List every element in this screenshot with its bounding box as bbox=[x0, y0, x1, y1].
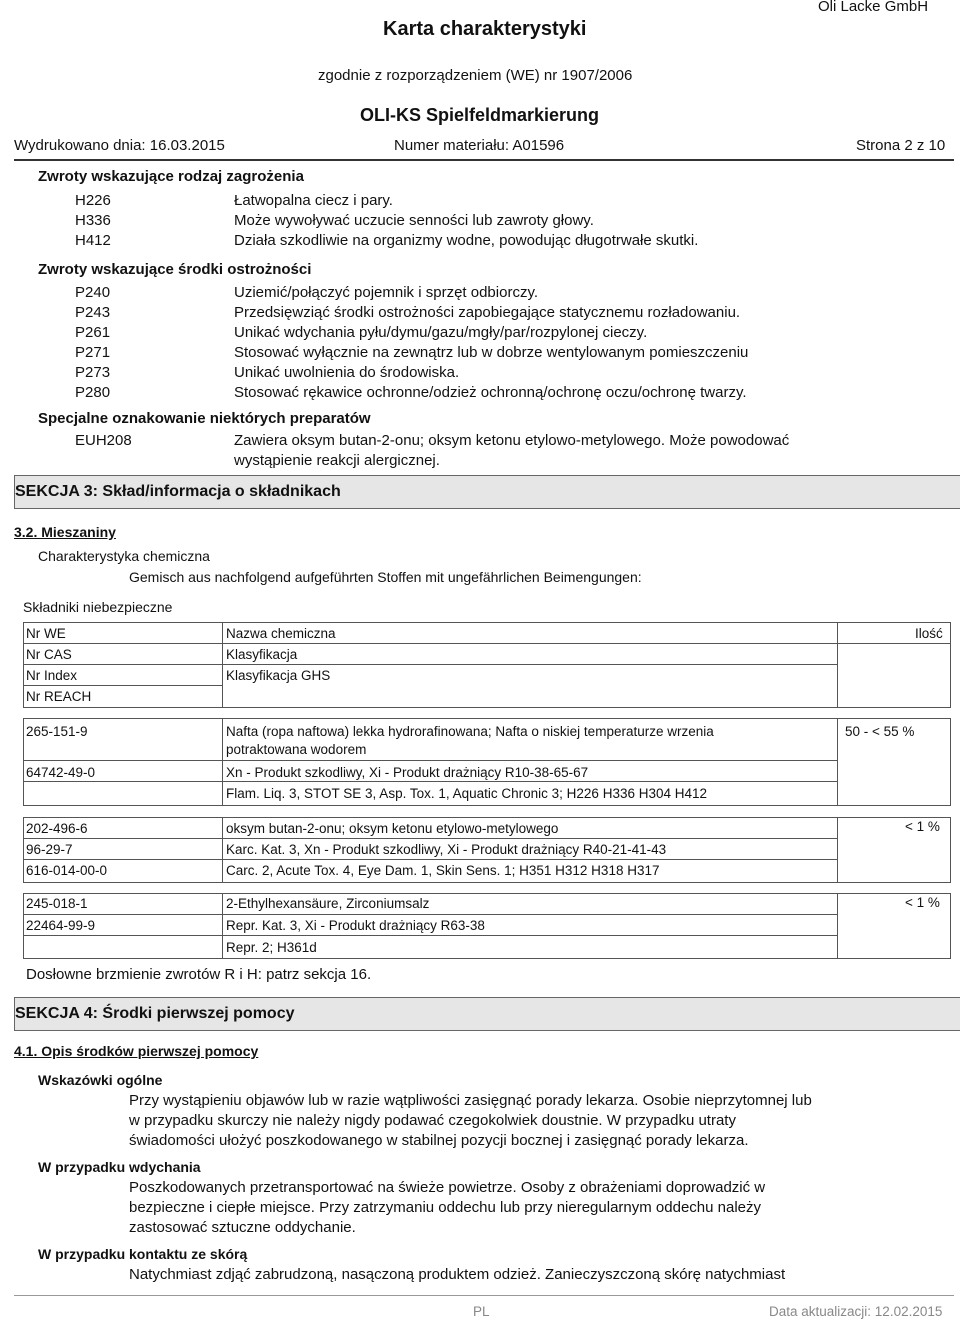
subsection-4-1: 4.1. Opis środków pierwszej pomocy bbox=[14, 1043, 259, 1059]
row-name: Nafta (ropa naftowa) lekka hydrorafinowana; Nafta o niskiej temperaturze wrzenia bbox=[226, 724, 714, 739]
col-header: Nr WE bbox=[26, 626, 66, 641]
footer-updated: Data aktualizacji: 12.02.2015 bbox=[769, 1304, 943, 1319]
precaution-code: P240 bbox=[75, 284, 111, 301]
precaution-text: Unikać wdychania pyłu/dymu/gazu/mgły/par/rozpylonej cieczy. bbox=[234, 324, 648, 341]
col-header: Nr REACH bbox=[26, 689, 92, 704]
precaution-text: Stosować wyłącznie na zewnątrz lub w dobrze wentylowanym pomieszczeniu bbox=[234, 344, 749, 361]
row-ghs: Carc. 2, Acute Tox. 4, Eye Dam. 1, Skin Sens. 1; H351 H312 H318 H317 bbox=[226, 863, 660, 878]
table-row bbox=[23, 893, 951, 959]
row-name: potraktowana wodorem bbox=[226, 742, 367, 757]
col-header: Nr Index bbox=[26, 668, 78, 683]
row-classification: Karc. Kat. 3, Xn - Produkt szkodliwy, Xi - Produkt drażniący R40-21-41-43 bbox=[226, 842, 667, 857]
col-header: Nr CAS bbox=[26, 647, 72, 662]
material-number: Numer materiału: A01596 bbox=[394, 137, 565, 154]
row-ghs: Repr. 2; H361d bbox=[226, 940, 317, 955]
precaution-text: Uziemić/połączyć pojemnik i sprzęt odbiorczy. bbox=[234, 284, 538, 301]
col-header: Ilość bbox=[915, 626, 943, 641]
components-heading: Składniki niebezpieczne bbox=[23, 599, 173, 615]
char-heading: Charakterystyka chemiczna bbox=[38, 548, 210, 564]
precaution-code: P271 bbox=[75, 344, 111, 361]
row-qty: < 1 % bbox=[905, 819, 940, 834]
skin-line: Natychmiast zdjąć zabrudzoną, nasączoną produktem odzież. Zanieczyszczoną skórę natychmiast bbox=[129, 1266, 786, 1283]
document-title: Karta charakterystyki bbox=[383, 18, 587, 40]
col-header: Klasyfikacja GHS bbox=[226, 668, 331, 683]
section-4-title: SEKCJA 4: Środki pierwszej pomocy bbox=[15, 1005, 295, 1022]
precaution-text: Stosować rękawice ochronne/odzież ochronną/ochronę oczu/ochronę twarzy. bbox=[234, 384, 747, 401]
row-id: 245-018-1 bbox=[26, 896, 88, 911]
char-text: Gemisch aus nachfolgend aufgeführten Stoffen mit ungefährlichen Beimengungen: bbox=[129, 569, 642, 585]
precaution-heading: Zwroty wskazujące środki ostrożności bbox=[38, 261, 312, 278]
row-id: 64742-49-0 bbox=[26, 765, 96, 780]
hazard-code: H226 bbox=[75, 192, 111, 209]
hazard-text: Działa szkodliwie na organizmy wodne, powodując długotrwałe skutki. bbox=[234, 232, 699, 249]
hazard-text: Może wywoływać uczucie senności lub zawroty głowy. bbox=[234, 212, 594, 229]
hazard-code: H412 bbox=[75, 232, 111, 249]
row-id: 96-29-7 bbox=[26, 842, 73, 857]
footer-divider bbox=[14, 1295, 954, 1296]
product-name: OLI-KS Spielfeldmarkierung bbox=[360, 105, 600, 125]
precaution-code: P261 bbox=[75, 324, 111, 341]
header-divider bbox=[14, 159, 954, 161]
row-id: 22464-99-9 bbox=[26, 918, 96, 933]
table-header bbox=[23, 622, 951, 708]
inhalation-line: bezpieczne i ciepłe miejsce. Przy zatrzymaniu oddechu lub przy nieregularnym oddechu należy bbox=[129, 1199, 761, 1216]
skin-heading: W przypadku kontaktu ze skórą bbox=[38, 1246, 248, 1262]
precaution-code: P273 bbox=[75, 364, 111, 381]
special-code: EUH208 bbox=[75, 432, 132, 449]
precaution-code: P280 bbox=[75, 384, 111, 401]
section-4-header bbox=[14, 997, 960, 1031]
row-id: 265-151-9 bbox=[26, 724, 88, 739]
footer-language: PL bbox=[473, 1304, 490, 1319]
row-name: 2-Ethylhexansäure, Zirconiumsalz bbox=[226, 896, 430, 911]
hazard-text: Łatwopalna ciecz i pary. bbox=[234, 192, 393, 209]
row-id: 202-496-6 bbox=[26, 821, 88, 836]
col-header: Klasyfikacja bbox=[226, 647, 298, 662]
subsection-3-2: 3.2. Mieszaniny bbox=[14, 524, 116, 540]
hazard-heading: Zwroty wskazujące rodzaj zagrożenia bbox=[38, 168, 304, 185]
inhalation-line: Poszkodowanych przetransportować na świeże powietrze. Osoby z obrażeniami doprowadzić w bbox=[129, 1179, 766, 1196]
row-classification: Xn - Produkt szkodliwy, Xi - Produkt drażniący R10-38-65-67 bbox=[226, 765, 589, 780]
precaution-text: Unikać uwolnienia do środowiska. bbox=[234, 364, 460, 381]
hazard-code: H336 bbox=[75, 212, 111, 229]
section-3-header bbox=[14, 475, 960, 509]
page-number: Strona 2 z 10 bbox=[856, 137, 946, 154]
row-name: oksym butan-2-onu; oksym ketonu etylowo-metylowego bbox=[226, 821, 559, 836]
precaution-code: P243 bbox=[75, 304, 111, 321]
section-3-title: SEKCJA 3: Skład/informacja o składnikach bbox=[15, 483, 341, 500]
general-heading: Wskazówki ogólne bbox=[38, 1072, 163, 1088]
regulation-line: zgodnie z rozporządzeniem (WE) nr 1907/2006 bbox=[318, 67, 633, 84]
row-ghs: Flam. Liq. 3, STOT SE 3, Asp. Tox. 1, Aquatic Chronic 3; H226 H336 H304 H412 bbox=[226, 786, 708, 801]
special-heading: Specjalne oznakowanie niektórych preparatów bbox=[38, 410, 371, 427]
company-name: Oli Lacke GmbH bbox=[818, 0, 929, 15]
row-classification: Repr. Kat. 3, Xi - Produkt drażniący R63-38 bbox=[226, 918, 485, 933]
special-text-line: Zawiera oksym butan-2-onu; oksym ketonu etylowo-metylowego. Może powodować bbox=[234, 432, 790, 449]
col-header: Nazwa chemiczna bbox=[226, 626, 336, 641]
row-id: 616-014-00-0 bbox=[26, 863, 108, 878]
precaution-text: Przedsięwziąć środki ostrożności zapobiegające statycznemu rozładowaniu. bbox=[234, 304, 741, 321]
inhalation-line: zastosować sztuczne oddychanie. bbox=[129, 1219, 356, 1236]
general-line: Przy wystąpieniu objawów lub w razie wątpliwości zasięgnąć porady lekarza. Osobie nieprzytomnej lub bbox=[129, 1092, 812, 1109]
printed-date: Wydrukowano dnia: 16.03.2015 bbox=[14, 137, 225, 154]
row-qty: 50 - < 55 % bbox=[845, 724, 915, 739]
special-text-line: wystąpienie reakcji alergicznej. bbox=[234, 452, 440, 469]
table-footnote: Dosłowne brzmienie zwrotów R i H: patrz sekcja 16. bbox=[26, 966, 372, 983]
general-line: w przypadku skurczy nie należy nigdy podawać czegokolwiek doustnie. W przypadku utraty bbox=[129, 1112, 736, 1129]
general-line: świadomości ułożyć poszkodowanego w stabilnej pozycji bocznej i zasięgnąć porady lekarza. bbox=[129, 1132, 749, 1149]
inhalation-heading: W przypadku wdychania bbox=[38, 1159, 201, 1175]
row-qty: < 1 % bbox=[905, 895, 940, 910]
